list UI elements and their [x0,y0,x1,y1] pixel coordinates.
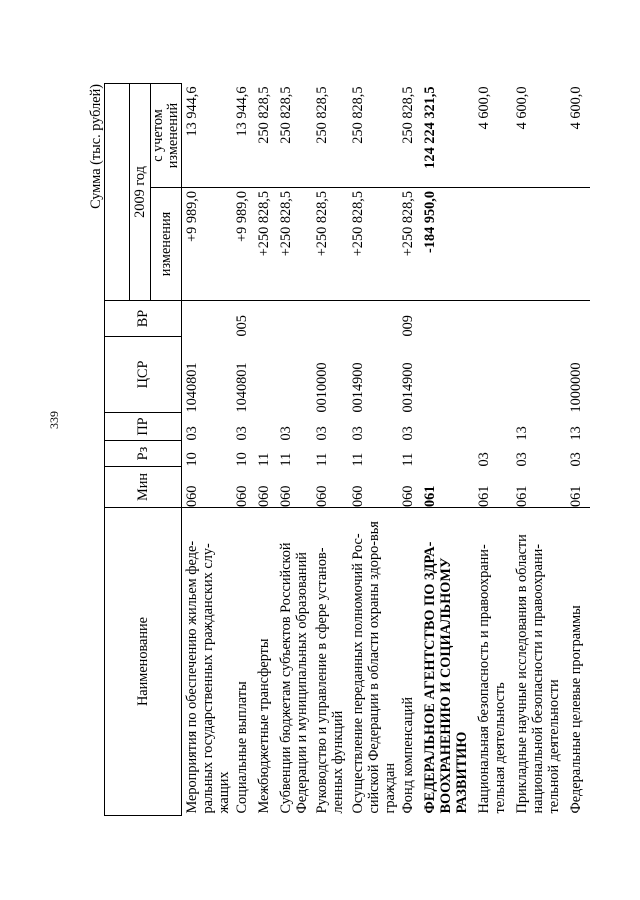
row-rz: 03 [568,452,584,467]
row-min: 061 [512,467,566,508]
row-total: 4 600,0 [512,84,566,188]
row-min: 060 [182,467,233,508]
row-change: +250 828,5 [254,188,276,301]
row-name: Осуществление переданных полномочий Рос-сийской Федерации в области охраны здоро-вья граждан [350,521,398,814]
row-csr [254,337,276,413]
unit-label: Сумма (тыс. рублей) [88,84,104,209]
row-name: Фонд компенсаций [400,696,416,814]
row-min: 060 [348,467,398,508]
row-name: ФЕДЕРАЛЬНОЕ АГЕНТСТВО ПО ЗДРА-ВООХРАНЕНИЮ И СОЦИАЛЬНОМУ РАЗВИТИЮ [422,541,470,814]
row-pr: 13 [568,426,584,441]
table-row [398,84,420,816]
row-min: 061 [566,467,590,508]
row-pr [254,413,276,441]
row-rz [420,441,474,467]
row-change [474,188,512,301]
row-rz: 10 [234,452,250,467]
row-rz: 11 [400,452,416,467]
row-rz: 11 [278,452,294,467]
row-change: +250 828,5 [276,188,312,301]
row-total: 250 828,5 [398,84,420,188]
row-pr [474,413,512,441]
row-total: 250 828,5 [348,84,398,188]
budget-table-body [182,84,591,816]
row-csr [512,337,566,413]
table-row [348,84,398,816]
table-row [276,84,312,816]
row-rz: 11 [314,452,330,467]
row-change: +9 989,0 [232,188,254,301]
row-csr: 0010000 [314,362,330,413]
row-name: Руководство и управление в сфере установ-ленных функций [314,547,346,814]
row-rz: 10 [184,452,200,467]
row-vr: 005 [234,315,250,337]
row-min: 060 [254,467,276,508]
row-csr: 0014900 [350,362,366,413]
row-rz: 03 [514,452,530,467]
row-change: +250 828,5 [312,188,348,301]
row-change: +9 989,0 [182,188,233,301]
header-name: Наименование [105,508,182,816]
row-change: +250 828,5 [348,188,398,301]
row-min: 060 [398,467,420,508]
row-pr: 03 [400,426,416,441]
header-with-changes: с учетом изменений [151,84,182,188]
header-year: 2009 год [130,84,151,301]
table-row [182,84,233,816]
row-csr [420,337,474,413]
header-rz: Рз [105,441,182,467]
table-row [512,84,566,816]
row-csr: 1040801 [234,362,250,413]
budget-table [104,83,590,816]
row-total: 4 600,0 [566,84,590,188]
header-changes: изменения [151,188,182,301]
header-vr: ВР [105,301,182,337]
row-total: 250 828,5 [312,84,348,188]
table-row [474,84,512,816]
row-pr: 03 [350,426,366,441]
row-rz: 11 [256,452,272,467]
row-change: +250 828,5 [398,188,420,301]
row-pr [420,413,474,441]
row-min: 061 [420,467,474,508]
row-csr: 0014900 [400,362,416,413]
row-csr [474,337,512,413]
table-row [312,84,348,816]
row-vr [254,301,276,337]
row-vr [420,301,474,337]
row-change [566,188,590,301]
row-name: Социальные выплаты [234,681,250,814]
table-row [232,84,254,816]
row-name: Национальная безопасность и правоохрани-тельная деятельность [476,544,508,814]
row-total: 250 828,5 [276,84,312,188]
header-sum-spacer [105,84,130,301]
row-pr: 13 [514,426,530,441]
row-total: 250 828,5 [254,84,276,188]
row-csr: 1040801 [184,362,200,413]
row-csr: 1000000 [568,362,584,413]
header-pr: ПР [105,413,182,441]
row-vr: 009 [400,315,416,337]
row-vr [276,301,312,337]
row-name: Субвенции бюджетам субъектов Российской Федерации и муниципальных образований [278,542,310,814]
row-total: 13 944,6 [182,84,233,188]
row-pr: 03 [184,426,200,441]
table-row [254,84,276,816]
row-vr [566,301,590,337]
row-rz: 03 [476,452,492,467]
row-name: Прикладные научные исследования в области национальной безопасности и правоохрани-тельной деятельности [514,534,562,814]
row-vr [348,301,398,337]
header-csr: ЦСР [105,337,182,413]
row-total: 124 224 321,5 [420,84,474,188]
row-pr: 03 [278,426,294,441]
row-name: Федеральные целевые программы [568,605,584,814]
row-min: 060 [232,467,254,508]
page-number: 339 [47,411,61,429]
row-change [512,188,566,301]
row-min: 061 [474,467,512,508]
row-rz: 11 [350,452,366,467]
row-vr [474,301,512,337]
row-total: 4 600,0 [474,84,512,188]
header-min: Мин [105,467,182,508]
table-row [566,84,590,816]
table-row [420,84,474,816]
row-change: -184 950,0 [420,188,474,301]
row-pr: 03 [314,426,330,441]
row-vr [312,301,348,337]
row-total: 13 944,6 [232,84,254,188]
row-vr [182,301,233,337]
row-csr [276,337,312,413]
row-name: Мероприятия по обеспечению жильем феде-ральных государственных гражданских слу-жащих [184,540,232,814]
row-name: Межбюджетные трансферты [256,638,272,814]
row-pr: 03 [234,426,250,441]
budget-page-rotated [88,84,596,816]
row-vr [512,301,566,337]
row-min: 060 [276,467,312,508]
row-min: 060 [312,467,348,508]
